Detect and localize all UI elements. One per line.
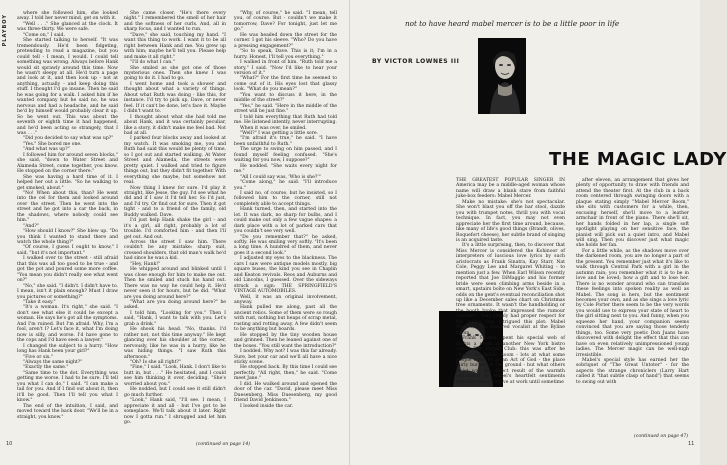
paragraph: "Look," Hank said, "I'll see. I mean, I appreciate it and all - but I've got to be someplace. We'll talk about it later. Right now I gotta run." I shrugged and let him go. bbox=[124, 398, 226, 425]
paragraph: I walked in front of him. "Ruth told me a story," I said. "Now I'd like to hear your version of it." bbox=[234, 60, 337, 76]
paragraph: "Oh? Is she all right?" bbox=[130, 360, 182, 365]
paragraph: "Did you decided to say what was up?" bbox=[23, 136, 114, 142]
paragraph: Make no mistake: she's not spectacular. She won't blast you off the bar stool, dazzle you with trumpet notes, thrill you with vocal technique. In fact, you may not even appreciate her the first time around, because, like many of life's good things (Brandt, olives, Roquefort cheese), her subtle brand of singing is an acquired taste. bbox=[456, 199, 565, 243]
paragraph: Mabel's special style has earned her the sobriquet of "The Great Untoter" - for the aspects the strange chroniclers (Larry Hart called it "that subtle clasp of hand") that seems to swing out with bbox=[576, 357, 689, 385]
paragraph: I followed him for around seven blocks," she said, "down to Water Street and Alameda Street, come together, you know. He stopped on the corner there." bbox=[17, 152, 118, 175]
tagline: not to have heard mabel mercer is to be a little poor in life bbox=[405, 19, 620, 28]
paragraph: "So to speak, Dave. This is it; I'm in a hurry. Honest, I'll tell you everything." bbox=[234, 49, 337, 60]
paragraph: When it was over, he smiled. bbox=[240, 125, 307, 131]
paragraph: "Why, of course," he said. "I mean, tell you, of course. But - couldn't we make it tomorrow, Dave? For tonight, just let me go." bbox=[234, 11, 337, 33]
paragraph: "Hey, Hank!" bbox=[130, 261, 161, 267]
story-column-3 bbox=[234, 11, 337, 436]
page-number: 10 bbox=[6, 441, 13, 447]
paragraph: She smiled as she got one of those mysterious ones. Then she knew I was going to do it. I had to go. bbox=[124, 65, 226, 82]
paragraph: "It's a woman. It's right," she said. "I don't see what else it could be except a woman. He says he's got all the symptoms. And I'm ruined. But I'm afraid. Why, I'm a fool, aren't I? Let's face it, what I'm doing now is silly, and worse. I'd have gone to the cops and I'd have seen a lawyer." bbox=[17, 305, 118, 344]
paragraph: "Well . . ." She glanced at the clock. It was three-thirty. We were safe. bbox=[17, 21, 118, 33]
paragraph: "Five or six." bbox=[23, 354, 53, 360]
paragraph: THE GREATEST POPULAR SINGER IN America may be a middle-aged woman whose name will draw a blank stare from faithful juke-box feeders: Mabel Mercer. bbox=[456, 178, 565, 200]
paragraph: He nodded, but I could see it still didn't go much further. bbox=[124, 387, 226, 398]
paragraph: She started talking to herself. "It was tremendously. He'd been fidgeting, pretending to read a magazine, but you could tell - I mean, I would. I could tell something was wrong. Always before Hank would sit sprawly around this time. Now he wasn't sleepy at all. He'd turn a page and look at it, and then look up - not at anything, actually - and keep doing this stuff. I thought I'd go insane. Then he said he was going for a walk. I asked him if he wanted company but he said no, he was nervous and had a headache, and he said he'd by himself would probably clear it up. So he went out. This was about the seventh or eighth time it had happened, and he'd been acting so strangely, that I was . . ." bbox=[17, 38, 118, 136]
article-title: THE MAGIC LADY bbox=[549, 149, 727, 170]
paragraph: He was headed down the street for the corner. I got his sleeve. "Who? Do you have a pressing engagement?" bbox=[234, 32, 337, 49]
right-page-number: 11 bbox=[688, 441, 695, 447]
paragraph: after eleven, an arrangement that gives her plenty of opportunity to draw with friends and attend the theater first. At the club in a back room centered through swinging doors with a plaque stating simply "Mabel Mercer Room," she sits with customers for a while, then, excusing herself, she'll move to a leather armchair in front of the piano. There she'll sit, her hands folded in her lap, a single soft spotlight playing on her sensitive face, the pianist will pick out a quiet intro, and Mabel will sing. Then you discover just what magic she holds her fan. bbox=[576, 178, 689, 249]
portrait-photo-top bbox=[478, 38, 526, 114]
paragraph: "What are you doing around here?" he asked. bbox=[124, 300, 226, 311]
paragraph: I told him, "Looking for you." Then I said, "Hank, I want to talk with you. Let's grab a drink." bbox=[124, 310, 226, 327]
paragraph: Hank pulled me along, past all the ancient relics. Some of them were so rough with rust, nothing but heaps of scrap metal, rusting and rotting away. A few didn't seem to be anything but boards. bbox=[234, 305, 337, 333]
paragraph: "I'm afraid it's true," he said. "I have been unfaithful to Ruth." bbox=[234, 136, 337, 147]
paragraph: "I'll do what I can." bbox=[130, 60, 175, 66]
paragraph: He stopped by the tiny wooden house and grinned. Then he leaned against one of the boxes. "You still want the introduction?" bbox=[234, 332, 337, 349]
left-page bbox=[0, 0, 350, 465]
paragraph: I told him everything that Ruth had told me. He listened intently, never interrupting. bbox=[234, 114, 337, 126]
paragraph: I thought about what she had told me about Hank, and it was certainly peculiar, like a story, it didn't make me feel bad. Not bad at all. bbox=[124, 114, 226, 136]
continued-note: (continued on page 14) bbox=[196, 442, 251, 447]
paragraph: I parked four blocks away and looked at my watch. It was smoking me, you and Ruth had said this would be plenty of time, so I got out and started walking. At Water Street and Alameda, the streets were pretty quiet. I walked and tried to figure things out, but they didn't fit together. With everything she maybe, but somehow not real. bbox=[124, 136, 226, 186]
paragraph: "Come along," he said. "I'll introduce you." bbox=[234, 180, 337, 191]
paragraph: "Yes," he said. "Here in the middle of the street will be just fine." bbox=[234, 103, 337, 115]
paragraph: It's a little surprising, then, to discover that Miss Mercer is considered the Kohinoor of interpreters of luscious love lyrics by such aristocrats as Frank Sinatra, Kay Starr, Nat Cole, Peggy Lee and Margaret Whiting - to mention just a few. When Earl Wilson recently reported that Joe DiMaggio and his former bride were seen climbing arms beside in a smart, upstairs boîte on New York's East Side, odds on the gent's eventual reconciliation shot up like a December sales chart on Christmas tree ornaments. It wasn't the handholding or the booth broke that impressed the rumour couriers - they simply had proper respect for the milieu that intrigued this plot: Mabel Mercer, then featured vocalist at the Byline Room. bbox=[456, 243, 565, 336]
paragraph: "Same time to the dot. Everything was getting me worse. I had to be sure. I'll tell you what I can do," I said. "I can make a tail for you. And if I find out about it, then it'll be good. Then I'll tell you what I know." bbox=[17, 370, 118, 404]
paragraph: I adjusted my eyes to the blackness. The cars I saw were antique models mostly, big square buses, the kind you see in Chaplin and Keaton revivals. Reos and Auburns and old Lincolns, I guessed. Over the sideways struck a sign: THE SPRINGFIELD'S VINTAGE AUTOMOBILES. bbox=[234, 256, 337, 295]
article-column-2 bbox=[576, 178, 689, 434]
paragraph: "Of course, I guess I ought to know," I said, "but it's not important." bbox=[17, 245, 118, 256]
paragraph: where she followed him, she looked away. I told her never mind, get on with it. bbox=[17, 11, 118, 22]
paragraph: "All I could say was, 'Who is she?'" bbox=[240, 174, 321, 180]
paragraph: I did. He walked around and opened the door of the car. "David, please meet Miss Duesenberg. Miss Duesenberg, my good friend David Jenkinson." bbox=[234, 381, 337, 404]
paragraph: Well, it was an original involvement, anyway. bbox=[234, 294, 337, 306]
paragraph: "Fine," I said. "Look, Hank. I don't like to butt in, but . . ." He hesitated, and I could see him thinking it over, deciding. "She's worried about you." bbox=[124, 365, 227, 387]
byline: BY VICTOR LOWNES III bbox=[372, 58, 460, 65]
paragraph: "You want to discuss it here, in the middle of the street?" bbox=[234, 92, 337, 104]
paragraph: "Take it easy." bbox=[23, 300, 56, 306]
portrait-top-art bbox=[478, 38, 526, 114]
paragraph: Frank Sinatra spent his special web of nights a week at another New York bistro called The Purple Club: this was after he closed the Belair Room - lots at what some people refer to as an Act of God - the place fairly burned to the ground - but what others insist was the direct result of the warmth generated by Mabel's heartfelt sentiments and that doesn't strive at work until sometime bbox=[456, 336, 565, 385]
paragraph: I went home and took a shower and thought about what a variety of things. About what Ruth was doing - like this, for instance. I'd try to pick up, Dave, or never feel. If it can't be done, let's face it. Maybe I didn't want to. bbox=[124, 81, 226, 115]
magazine-name: PLAYBOY bbox=[2, 14, 8, 47]
paragraph: I'd just help Hank shake the girl - and it's a girl, all right, probably a lot of trouble. I'd comforted him - and then I'll get out. And out. bbox=[124, 218, 226, 240]
paragraph: "Come on," I said. bbox=[23, 32, 65, 38]
paragraph: "No," she said. "I didn't. I didn't have to. I mean, isn't it plain enough? Must I draw you pictures or something?" bbox=[17, 283, 118, 300]
paragraph: I looked inside the car. bbox=[240, 403, 293, 409]
paragraph: "Dave," she said, touching my hand. "I want this thing to work. I want it to be all right between Hank and me. You grew up with him; maybe he'll tell you. Please help and make it all right." bbox=[124, 32, 226, 60]
story-column-1 bbox=[17, 11, 118, 436]
paragraph: He stopped back. By this time I could see perfectly. "All right, then," he said. "Come meet Jane." bbox=[234, 365, 337, 382]
paragraph: "And what was up?" bbox=[23, 147, 70, 153]
paragraph: He whipped around and blinked until I was close enough for him to make me out. Then he smiled and stuck his hand out. There was no way he could help it. He'd never seen it for hours, but he did. "What are you doing around here?" bbox=[124, 267, 226, 300]
article-continued-note: (continued on page 47) bbox=[634, 434, 689, 439]
paragraph: The end of the intuition, I said, and moved toward the back door. "We'll be in a straight, you know." bbox=[17, 403, 118, 420]
paragraph: I said no, of course, but he insisted, so I followed him to the corner, still not completely able to accept things. bbox=[234, 190, 337, 207]
paragraph: She came closer. "He's there every night." I remembered the smell of her hair and the softness of her curls. And, all in sharp focus, and I wanted to run. bbox=[124, 11, 226, 33]
paragraph: Across the street I saw him. There couldn't be any mistake: sharp suit, crossed shoulders, that old man's walk he'd had since he was a kid. bbox=[124, 240, 226, 262]
paragraph: "No! When about this, than? He went into the cel for them and looked around over the street. Then he went into the street and he got into a car the back, in the shadows, where nobody could see him." bbox=[17, 190, 118, 224]
paragraph: For a little while, as the shadows move over the darkened room, you are no longer a part of the present. You remember just what it's like to walk through Central Park with a girl in the autumn rain; you remember what it is to be in love and be loved; how a gift and to lose her. There is no wonder around who can translate these feelings into spoken reality as well as Mabel. The song is hers, but the sentiment becomes your own, and as she sings a love lyric by Cole Porter there seem to be the very words you would use to express your state of heart to the girl sitting next to you. And funny, when you squeeze her hand, your companion seems convinced that you are saying those tenderly things, too. Some very poetic Don Juans have discovered with delight the effect that this can have on even relatively unimpressioned young ladies. The Mercer magic can be well-nigh irresistible. bbox=[576, 248, 689, 358]
paragraph: "Exactly the same." bbox=[23, 365, 69, 371]
article-column-1 bbox=[456, 178, 565, 385]
paragraph: Hank turned, then, and started into the lot. It was dark, no sharp for bulbs, and I could make out only a few vague shapes: a dark place with a lot of parked cars that you couldn't see very well. bbox=[234, 207, 337, 235]
paragraph: I nodded. Why not? I was this far already. Sure, bet your car and we'll all have a nice sticky scene. bbox=[234, 349, 337, 365]
paragraph: "Always the same night?" bbox=[23, 360, 83, 365]
paragraph: "And?" bbox=[23, 223, 39, 229]
paragraph: "Yes." She bored me one. bbox=[23, 141, 82, 147]
paragraph: I walked over to the street - still afraid that this was all too good to be true - and got the pot and poured some more coffee. "You mean you didn't really see what went on?" bbox=[17, 256, 118, 284]
paragraph: I changed the subject to a hurry. "How long has Hank been your girl?" bbox=[17, 343, 118, 355]
paragraph: "What?" For the first time he seemed to come out of it. His eyes lost that glassy look. "What do you mean?" bbox=[234, 76, 337, 93]
paragraph: "Well?" I was getting a little sore. bbox=[240, 130, 319, 136]
paragraph: He nodded. "She waits every night for me." bbox=[234, 163, 337, 175]
paragraph: She was having a hard time of it. I helped her out a little. "So he walking to get smoked, about." bbox=[17, 174, 118, 191]
paragraph: "Do you remember that?" he asked, softly. He was smiling very softly. "It's been a long time. A hundred of them, and never goes it a second look." bbox=[234, 234, 337, 256]
paragraph: The urge to swing on him passed, and I found myself feeling confused. "She's waiting for you now, I suppose?" bbox=[234, 147, 337, 164]
paragraph: Now thing I knew for sure. I'd play it straight, like Jesse, the guy. I'd see what he did and if I saw it I'd tell her. So I'd just, and I'd try. Or find out for sure. Then it got tight - and to a friend of the family, old Buddy walked. Dave. bbox=[124, 185, 226, 218]
paragraph: He shook his head. "No, thanks. I'd rather not, not this time anyway." He kept glancing over his shoulder at the corner, nervously, like he was in a hurry, like he was hiding things. "I saw Ruth this afternoon." bbox=[124, 327, 226, 360]
story-column-2 bbox=[124, 11, 226, 436]
paragraph: "How should I know?" She blew up. "Do you think I wanted to stand there and watch the whole thing?" bbox=[17, 229, 118, 246]
